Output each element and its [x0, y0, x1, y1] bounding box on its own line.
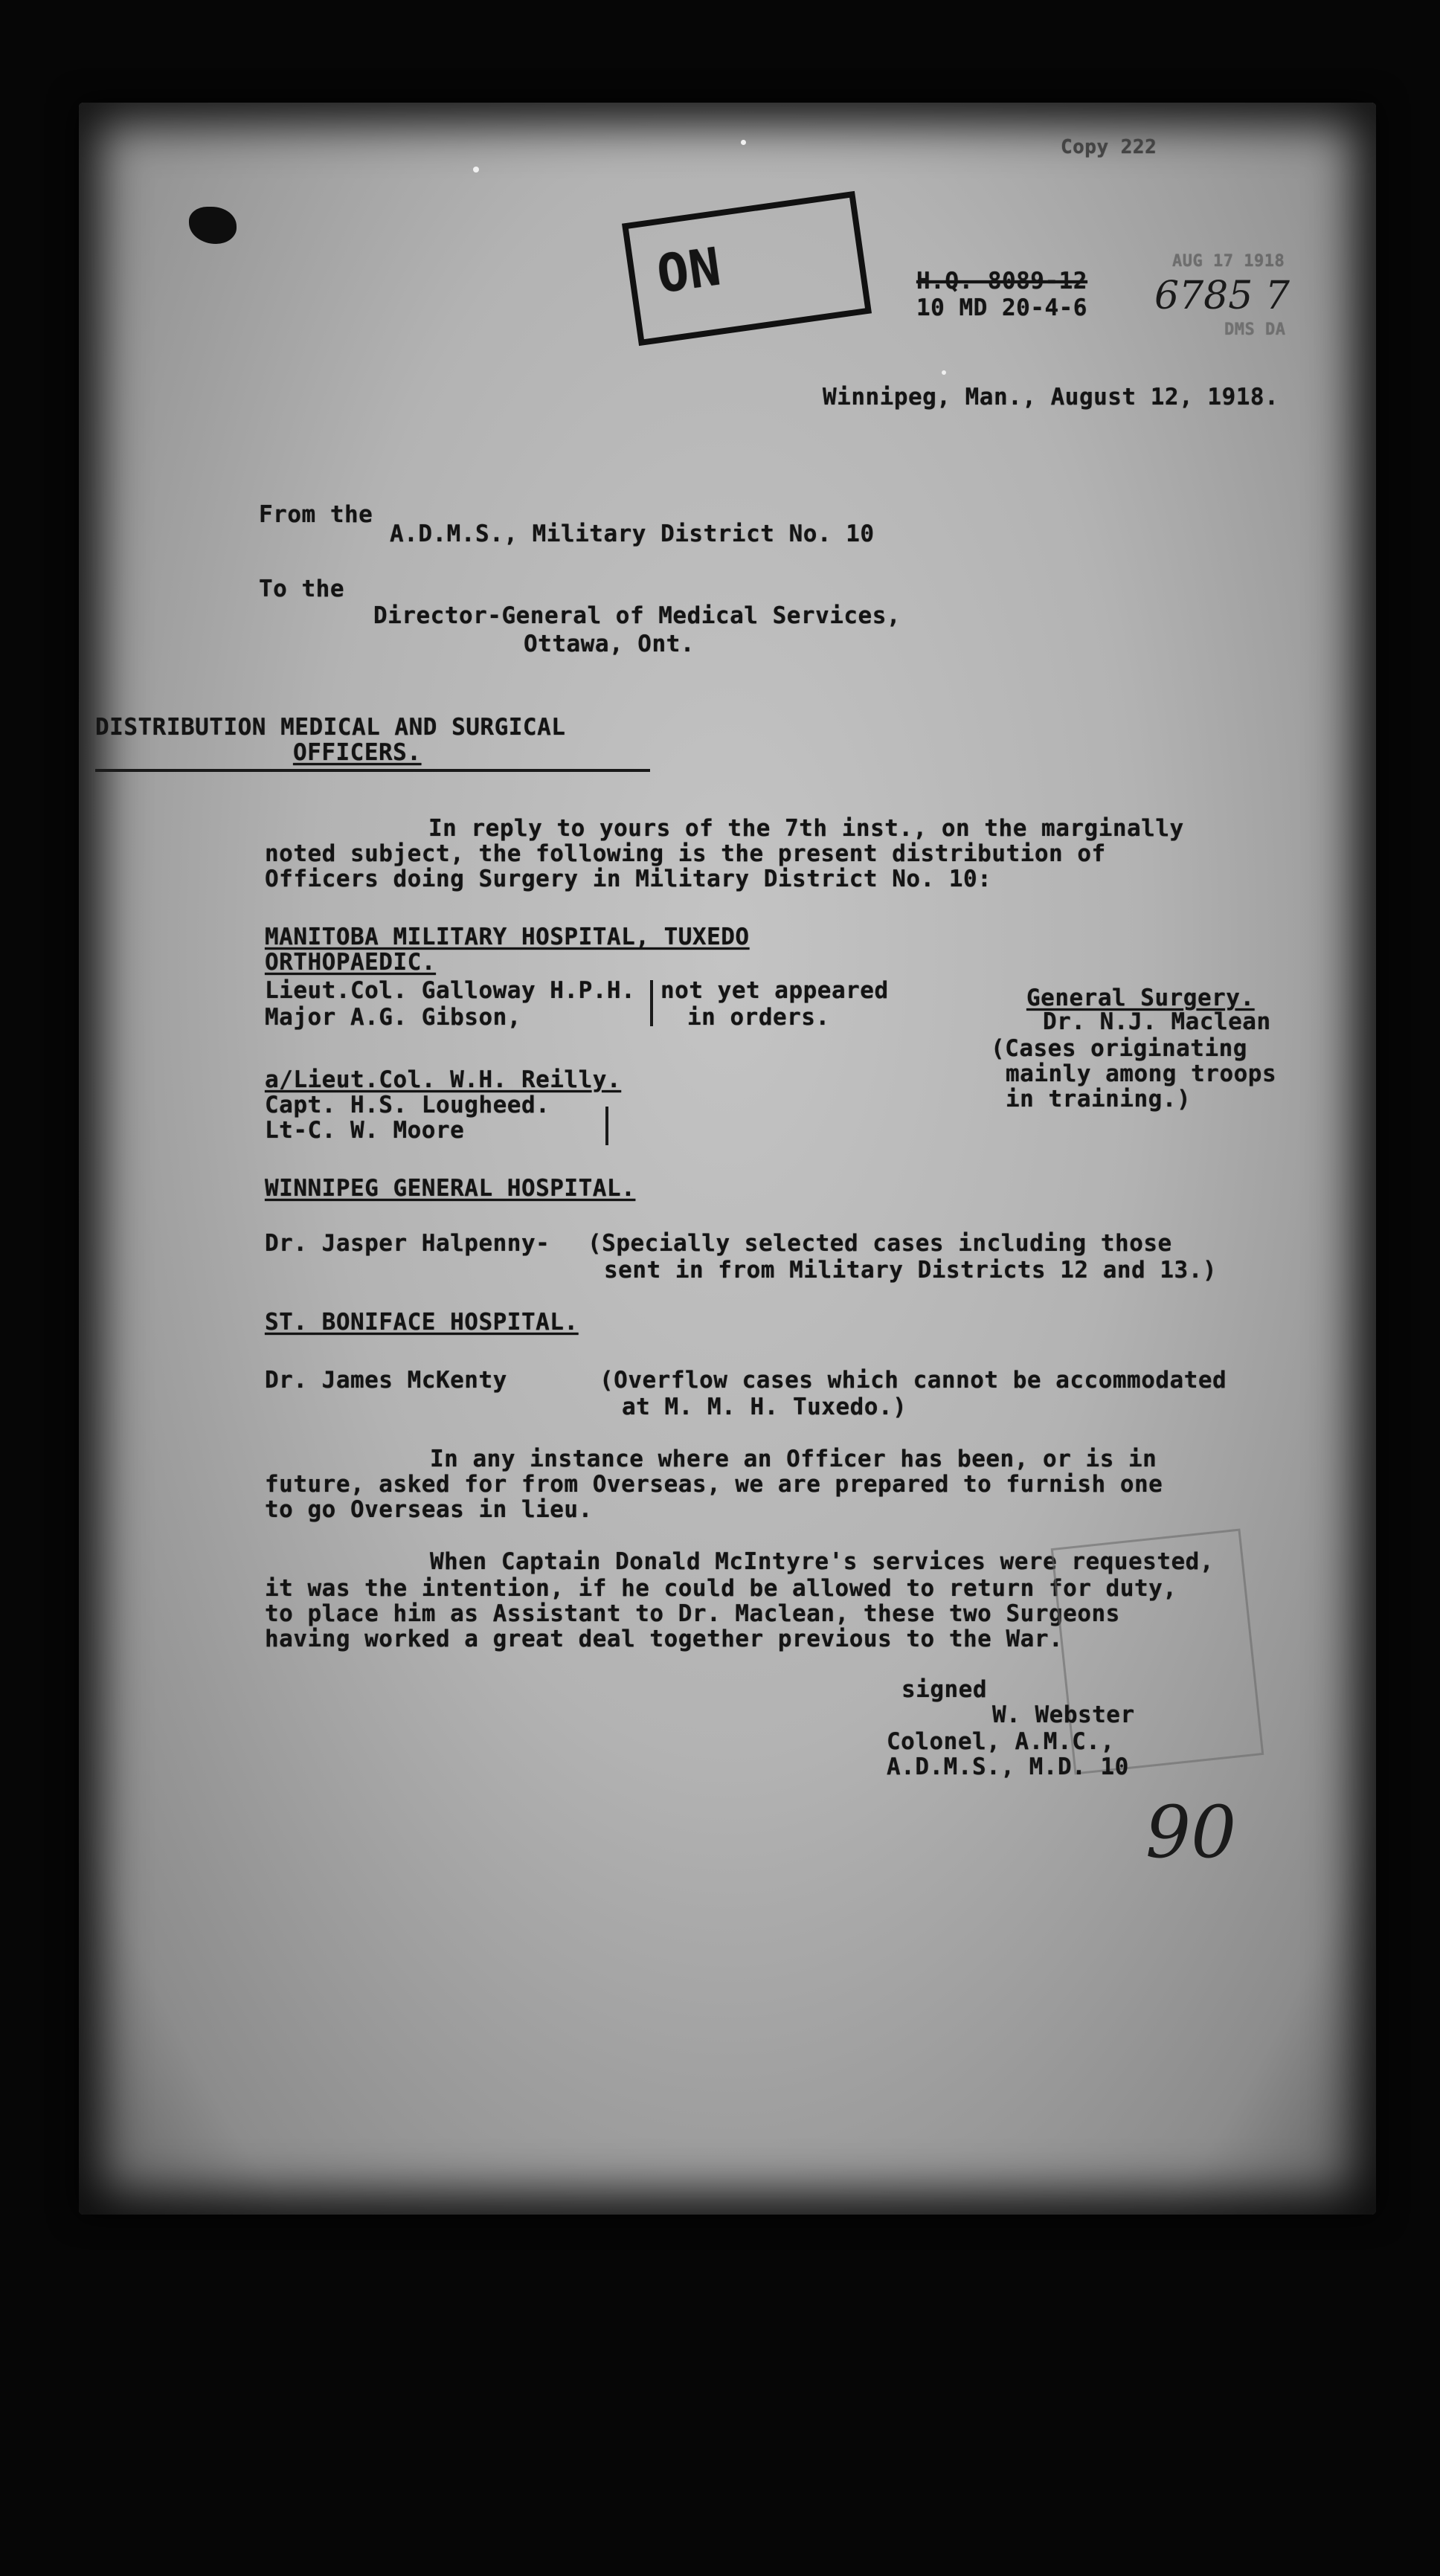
from-value: A.D.M.S., Military District No. 10 — [390, 521, 875, 547]
closing-para-1-line-1: In any instance where an Officer has been, or is in — [430, 1446, 1157, 1472]
officer-galloway: Lieut.Col. Galloway H.P.H. — [265, 977, 636, 1004]
place-date: Winnipeg, Man., August 12, 1918. — [823, 384, 1279, 410]
intro-line-3: Officers doing Surgery in Military District No. 10: — [265, 866, 992, 892]
stamp-box — [622, 191, 872, 346]
closing-para-1-line-3: to go Overseas in lieu. — [265, 1496, 593, 1523]
closing-para-2-line-4: having worked a great deal together previous to the War. — [265, 1626, 1064, 1652]
to-label: To the — [259, 576, 344, 602]
boniface-officer: Dr. James McKenty — [265, 1367, 507, 1394]
officer-gibson: Major A.G. Gibson, — [265, 1004, 521, 1031]
manitoba-heading-line-2: ORTHOPAEDIC. — [265, 949, 436, 976]
general-surgery-heading: General Surgery. — [1026, 985, 1255, 1011]
letter-sheet — [79, 103, 1376, 2215]
officer-lougheed: Capt. H.S. Lougheed. — [265, 1092, 550, 1118]
general-surgery-note-line-3: in training.) — [1006, 1086, 1192, 1112]
intro-line-1: In reply to yours of the 7th inst., on the marginally — [428, 815, 1184, 842]
received-stamp-line-2: DMS DA — [1224, 321, 1286, 339]
orders-bracket — [650, 980, 653, 1026]
handwritten-file-number: 6785 7 — [1154, 274, 1290, 318]
general-surgery-note-line-2: mainly among troops — [1006, 1060, 1277, 1087]
manitoba-heading-line-1: MANITOBA MILITARY HOSPITAL, TUXEDO — [265, 924, 750, 950]
received-stamp: AUG 17 1918 — [1172, 252, 1285, 271]
file-reference-md: 10 MD 20-4-6 — [916, 294, 1087, 321]
subject-underline — [95, 769, 650, 772]
to-value: Director-General of Medical Services, — [373, 602, 901, 629]
paper-speck — [473, 167, 479, 173]
officer-reilly: a/Lieut.Col. W.H. Reilly. — [265, 1066, 622, 1093]
boniface-note-line-2: at M. M. H. Tuxedo.) — [622, 1394, 907, 1420]
closing-para-2-line-3: to place him as Assistant to Dr. Maclean, these two Surgeons — [265, 1600, 1120, 1627]
boniface-heading: ST. BONIFACE HOSPITAL. — [265, 1309, 579, 1336]
signatory-name: W. Webster — [992, 1701, 1135, 1728]
closing-para-1-line-2: future, asked for from Overseas, we are prepared to furnish one — [265, 1471, 1163, 1498]
paper-speck — [942, 370, 946, 375]
general-surgery-officer: Dr. N.J. Maclean — [1043, 1008, 1271, 1035]
ink-blot — [189, 207, 237, 244]
to-city: Ottawa, Ont. — [524, 631, 695, 657]
intro-line-2: noted subject, the following is the present distribution of — [265, 840, 1106, 867]
boniface-note-line-1: (Overflow cases which cannot be accommodated — [600, 1367, 1227, 1394]
orders-note-line-1: not yet appeared — [660, 977, 889, 1004]
from-label: From the — [259, 501, 373, 528]
winnipeg-officer: Dr. Jasper Halpenny- — [265, 1230, 550, 1257]
paper-speck — [741, 140, 746, 145]
closing-para-2-line-2: it was the intention, if he could be allowed to return for duty, — [265, 1575, 1177, 1602]
general-surgery-note-line-1: (Cases originating — [991, 1035, 1247, 1062]
file-reference-hq: H.Q. 8089-12 — [916, 268, 1087, 294]
subject-line-2: OFFICERS. — [293, 739, 422, 766]
handwritten-annotation: 90 — [1145, 1791, 1237, 1874]
orders-note-line-2: in orders. — [687, 1004, 830, 1031]
winnipeg-note-line-1: (Specially selected cases including those — [588, 1230, 1172, 1257]
signed-label: signed — [901, 1676, 987, 1703]
closing-para-2-line-1: When Captain Donald McIntyre's services were requested, — [430, 1548, 1214, 1575]
signatory-rank: Colonel, A.M.C., — [887, 1728, 1115, 1755]
officer-moore: Lt-C. W. Moore — [265, 1117, 465, 1144]
winnipeg-heading: WINNIPEG GENERAL HOSPITAL. — [265, 1175, 636, 1202]
winnipeg-note-line-2: sent in from Military Districts 12 and 13.) — [604, 1257, 1218, 1284]
margin-bar — [605, 1107, 608, 1145]
stamp-fragment: ON — [653, 236, 725, 306]
signatory-title: A.D.M.S., M.D. 10 — [887, 1754, 1129, 1780]
subject-line-1: DISTRIBUTION MEDICAL AND SURGICAL — [95, 714, 566, 741]
copy-mark: Copy 222 — [1061, 136, 1157, 158]
